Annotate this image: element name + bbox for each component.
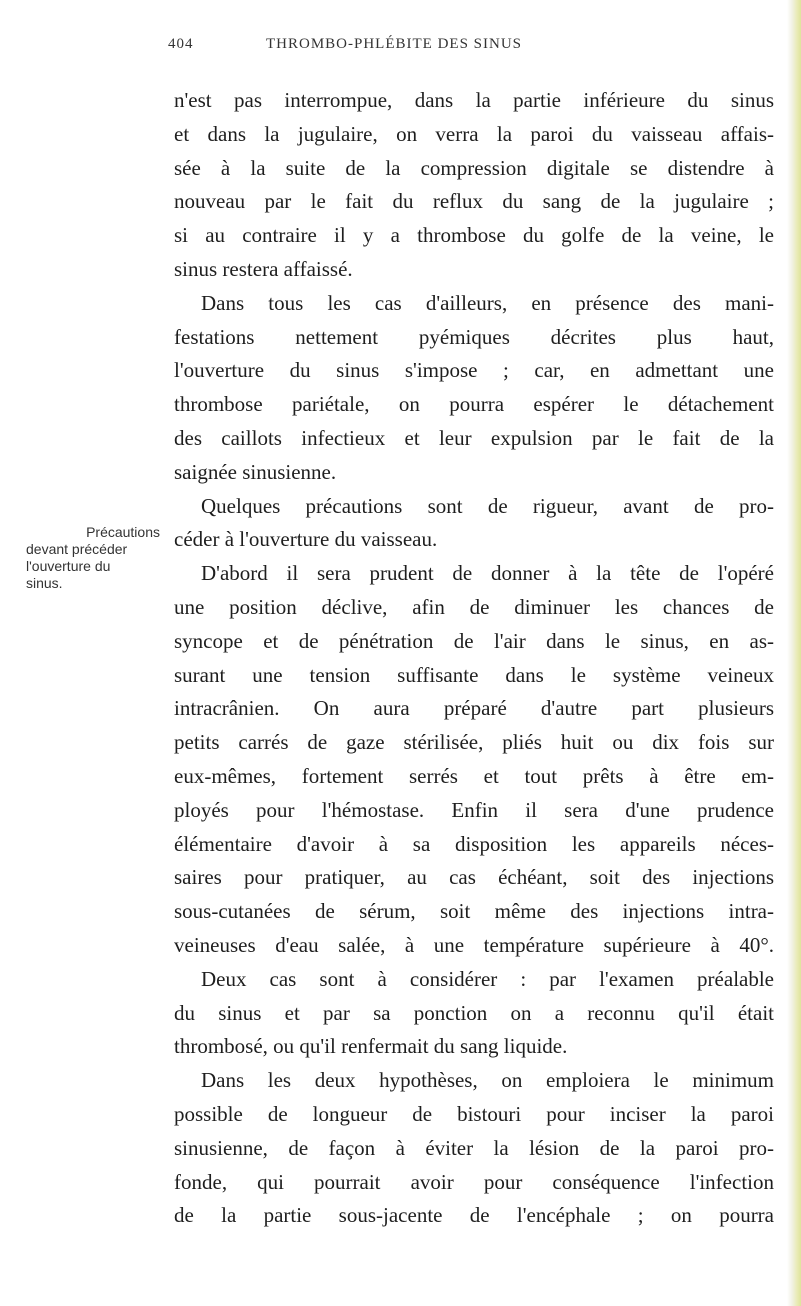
text-line: surant une tension suffisante dans le système veineux — [174, 662, 774, 687]
text-line: si au contraire il y a thrombose du golfe de la veine, le — [174, 223, 774, 248]
text-line: Dans les deux hypothèses, on emploiera le minimum — [201, 1068, 774, 1093]
text-line: petits carrés de gaze stérilisée, pliés huit ou dix fois sur — [174, 730, 774, 755]
text-line: l'ouverture du sinus s'impose ; car, en admettant une — [174, 358, 774, 383]
margin-note-line: l'ouverture du — [26, 558, 111, 574]
text-line: D'abord il sera prudent de donner à la tête de l'opéré — [201, 561, 774, 586]
text-line: sée à la suite de la compression digitale se distendre à — [174, 155, 774, 180]
text-line: élémentaire d'avoir à sa disposition les appareils néces- — [174, 831, 774, 856]
text-line: céder à l'ouverture du vaisseau. — [174, 527, 438, 552]
text-line: thrombosé, ou qu'il renfermait du sang liquide. — [174, 1034, 568, 1059]
text-line: sous-cutanées de sérum, soit même des injections intra- — [174, 899, 774, 924]
text-line: eux-mêmes, fortement serrés et tout prêts à être em- — [174, 763, 774, 788]
margin-note-line: sinus. — [26, 575, 63, 591]
text-line: de la partie sous-jacente de l'encéphale ; on pourra — [174, 1203, 774, 1228]
text-line: saires pour pratiquer, au cas échéant, soit des injections — [174, 865, 774, 890]
text-line: veineuses d'eau salée, à une température supérieure à 40°. — [174, 932, 774, 957]
body-text — [174, 84, 774, 1233]
text-line: fonde, qui pourrait avoir pour conséquence l'infection — [174, 1169, 774, 1194]
margin-note-line: devant précéder — [26, 541, 128, 557]
text-line: intracrânien. On aura préparé d'autre part plusieurs — [174, 696, 774, 721]
margin-note — [26, 524, 166, 592]
text-line: sinusienne, de façon à éviter la lésion de la paroi pro- — [174, 1135, 774, 1160]
running-head — [168, 36, 768, 53]
margin-note-line: Précautions — [86, 524, 160, 540]
text-line: une position déclive, afin de diminuer les chances de — [174, 594, 774, 619]
text-line: des caillots infectieux et leur expulsion par le fait de la — [174, 425, 774, 450]
page-edge — [787, 0, 801, 1306]
text-line: n'est pas interrompue, dans la partie inférieure du sinus — [174, 88, 774, 112]
text-line: syncope et de pénétration de l'air dans le sinus, en as- — [174, 628, 774, 653]
text-line: et dans la jugulaire, on verra la paroi du vaisseau affais- — [174, 121, 774, 146]
text-line: saignée sinusienne. — [174, 459, 337, 484]
text-line: du sinus et par sa ponction on a reconnu qu'il était — [174, 1000, 774, 1025]
page-number: 404 — [168, 36, 194, 52]
text-line: thrombose pariétale, on pourra espérer le détachement — [174, 392, 774, 417]
text-line: ployés pour l'hémostase. Enfin il sera d'une prudence — [174, 797, 774, 822]
text-line: nouveau par le fait du reflux du sang de la jugulaire ; — [174, 189, 774, 214]
text-line: festations nettement pyémiques décrites plus haut, — [174, 324, 774, 349]
text-line: Deux cas sont à considérer : par l'examen préalable — [201, 966, 774, 991]
running-title: THROMBO-PHLÉBITE DES SINUS — [266, 36, 523, 52]
text-line: sinus restera affaissé. — [174, 256, 353, 281]
text-line: possible de longueur de bistouri pour inciser la paroi — [174, 1101, 774, 1126]
text-line: Dans tous les cas d'ailleurs, en présence des mani- — [201, 290, 774, 315]
text-line: Quelques précautions sont de rigueur, avant de pro- — [201, 493, 774, 518]
